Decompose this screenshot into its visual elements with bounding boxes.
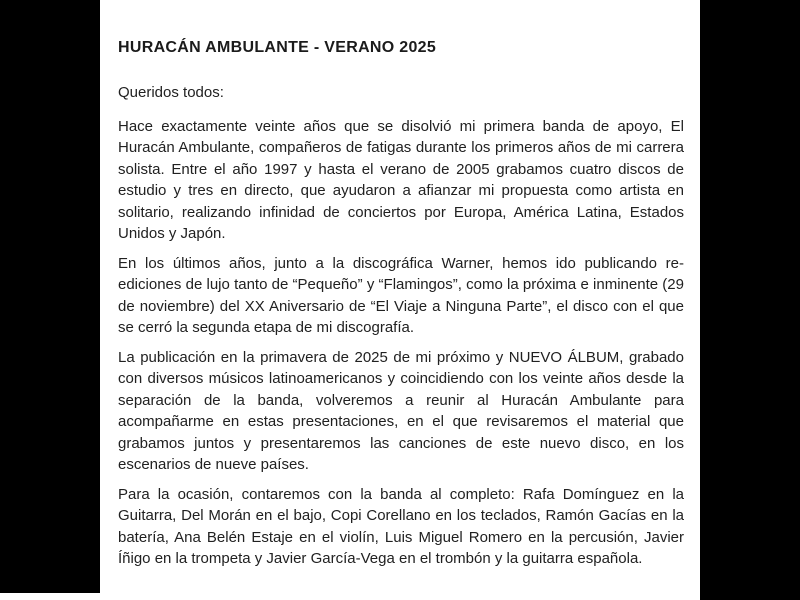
letter-paragraph-1: Hace exactamente veinte años que se disolvió mi primera banda de apoyo, El Huracán Ambulante, compañeros de fatigas durante los primeros años de mi carrera solista. Entre el año 1997 y hasta el verano de 2005 grabamos cuatro discos de estudio y tres en directo, que ayudaron a afianzar mi propuesta como artista en solitario, realizando infinidad de conciertos por Europa, América Latina, Estados Unidos y Japón. <box>118 117 684 242</box>
letter-document <box>118 38 684 570</box>
letter-paragraph-2: En los últimos años, junto a la discográfica Warner, hemos ido publicando re-ediciones de lujo tanto de “Pequeño” y “Flamingos”, como la próxima e inminente (29 de noviembre) del XX Aniversario de “El Viaje a Ninguna Parte”, el disco con el que se cerró la segunda etapa de mi discografía. <box>118 254 684 336</box>
letter-title: HURACÁN AMBULANTE - VERANO 2025 <box>118 39 437 56</box>
letterbox-left-bar <box>0 0 100 593</box>
letter-greeting: Queridos todos: <box>118 84 224 101</box>
letter-paragraph-3: La publicación en la primavera de 2025 de mi próximo y NUEVO ÁLBUM, grabado con diversos músicos latinoamericanos y coincidiendo con los veinte años desde la separación de la banda, volveremos a reunir al Huracán Ambulante para acompañarme en estas presentaciones, en el que revisaremos el material que grabamos juntos y presentaremos las canciones de este nuevo disco, en los escenarios de nueve países. <box>118 348 684 473</box>
letterbox-right-bar <box>700 0 800 600</box>
letter-paragraph-4: Para la ocasión, contaremos con la banda al completo: Rafa Domínguez en la Guitarra, Del Morán en el bajo, Copi Corellano en los teclados, Ramón Gacías en la batería, Ana Belén Estaje en el violín, Luis Miguel Romero en la percusión, Javier Íñigo en la trompeta y Javier García-Vega en el trombón y la guitarra española. <box>118 485 684 567</box>
